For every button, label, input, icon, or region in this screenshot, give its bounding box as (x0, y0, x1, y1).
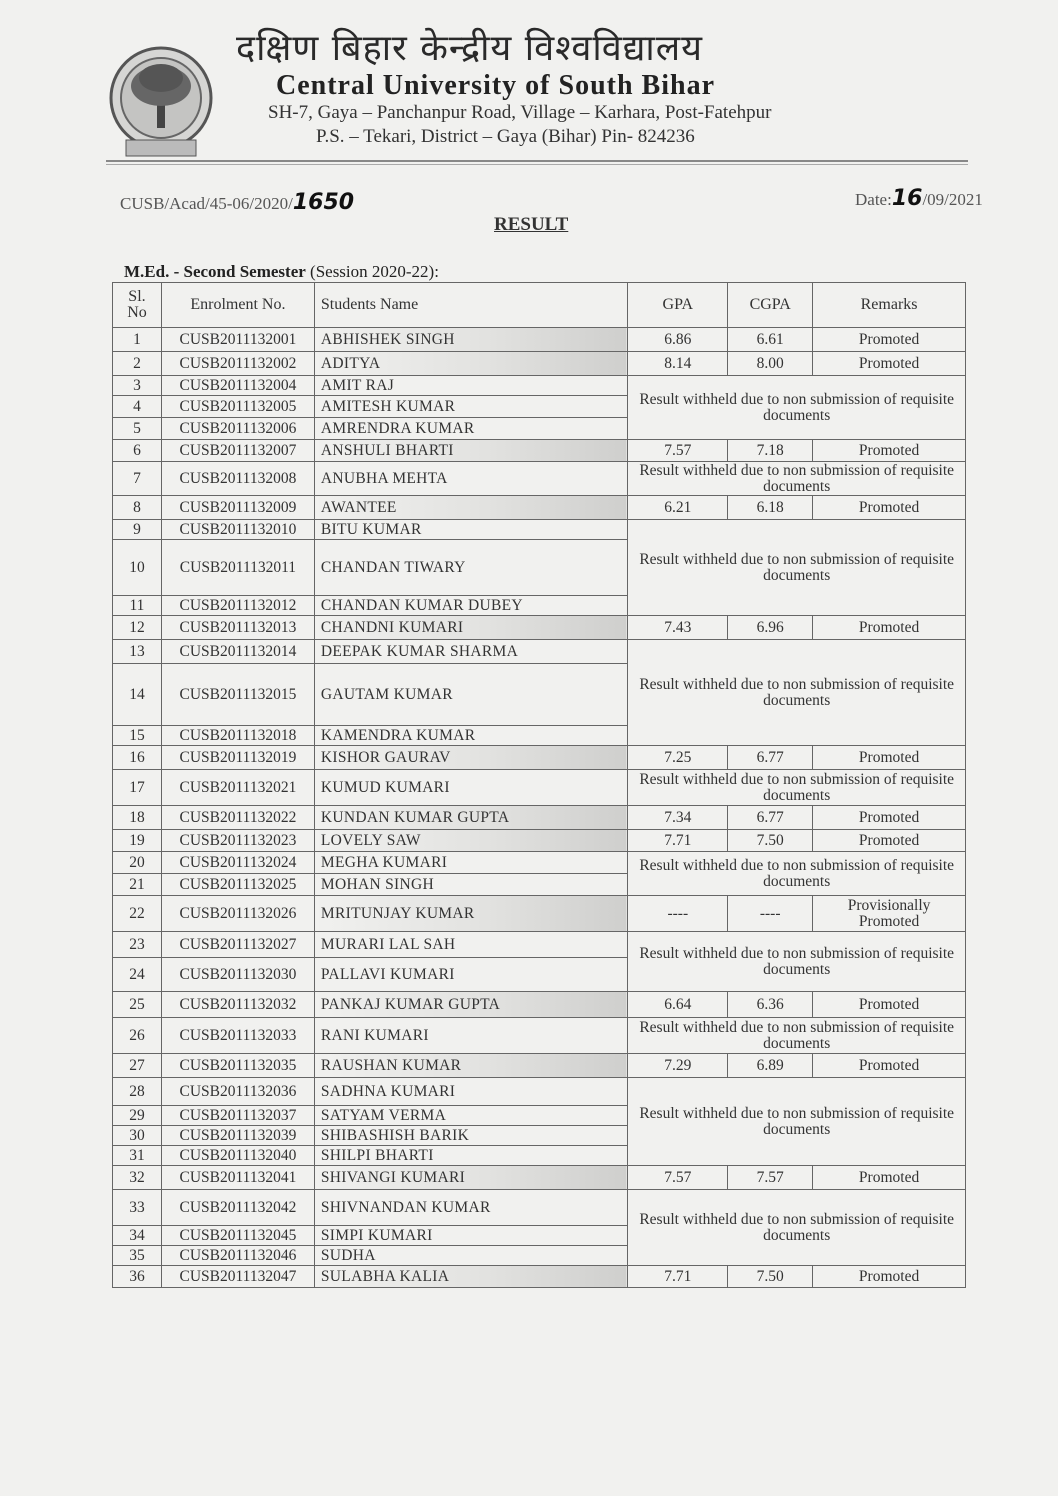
cell-enrolment: CUSB2011132042 (161, 1190, 314, 1226)
cell-sl: 1 (113, 328, 162, 352)
table-row (113, 496, 966, 520)
cell-student-name: SHIVNANDAN KUMAR (314, 1190, 627, 1226)
cell-cgpa: 7.57 (728, 1166, 813, 1190)
table-row (113, 462, 966, 496)
cell-enrolment: CUSB2011132033 (161, 1018, 314, 1054)
cell-sl: 36 (113, 1266, 162, 1288)
cell-remark: Provisionally Promoted (813, 896, 966, 932)
cell-student-name: AWANTEE (314, 496, 627, 520)
address-line-2: P.S. – Tekari, District – Gaya (Bihar) Pin- 824236 (316, 126, 695, 147)
cell-enrolment: CUSB2011132019 (161, 746, 314, 770)
cell-sl: 4 (113, 396, 162, 418)
cell-enrolment: CUSB2011132007 (161, 440, 314, 462)
cell-student-name: MEGHA KUMARI (314, 852, 627, 874)
cell-cgpa: 6.89 (728, 1054, 813, 1078)
cell-enrolment: CUSB2011132032 (161, 992, 314, 1018)
cell-student-name: MOHAN SINGH (314, 874, 627, 896)
cell-remark: Promoted (813, 830, 966, 852)
cell-enrolment: CUSB2011132012 (161, 596, 314, 616)
cell-student-name: RANI KUMARI (314, 1018, 627, 1054)
table-row (113, 1018, 966, 1054)
table-row (113, 520, 966, 540)
cell-enrolment: CUSB2011132046 (161, 1246, 314, 1266)
cell-withheld-remark: Result withheld due to non submission of requisite documents (628, 640, 966, 746)
cell-sl: 18 (113, 806, 162, 830)
table-row (113, 896, 966, 932)
table-row (113, 770, 966, 806)
column-header-enrolment: Enrolment No. (161, 283, 314, 328)
cell-sl: 34 (113, 1226, 162, 1246)
page-title: RESULT (494, 214, 569, 235)
cell-student-name: SADHNA KUMARI (314, 1078, 627, 1106)
cell-withheld-remark: Result withheld due to non submission of requisite documents (628, 932, 966, 992)
cell-enrolment: CUSB2011132035 (161, 1054, 314, 1078)
cell-withheld-remark: Result withheld due to non submission of requisite documents (628, 520, 966, 616)
cell-remark: Promoted (813, 806, 966, 830)
cell-enrolment: CUSB2011132021 (161, 770, 314, 806)
table-row (113, 1266, 966, 1288)
cell-sl: 27 (113, 1054, 162, 1078)
cell-sl: 23 (113, 932, 162, 958)
cell-gpa: 8.14 (628, 352, 728, 376)
table-row (113, 1166, 966, 1190)
cell-student-name: KUNDAN KUMAR GUPTA (314, 806, 627, 830)
cell-student-name: SHIBASHISH BARIK (314, 1126, 627, 1146)
cell-student-name: ANSHULI BHARTI (314, 440, 627, 462)
english-title: Central University of South Bihar (276, 70, 715, 101)
cell-enrolment: CUSB2011132026 (161, 896, 314, 932)
cell-enrolment: CUSB2011132022 (161, 806, 314, 830)
cell-cgpa: 7.50 (728, 1266, 813, 1288)
cell-enrolment: CUSB2011132001 (161, 328, 314, 352)
cell-student-name: KAMENDRA KUMAR (314, 726, 627, 746)
cell-sl: 17 (113, 770, 162, 806)
hindi-title: दक्षिण बिहार केन्द्रीय विश्वविद्यालय (236, 28, 704, 69)
column-header-cgpa: CGPA (728, 283, 813, 328)
header-rule (106, 160, 968, 162)
cell-cgpa: 6.77 (728, 746, 813, 770)
cell-enrolment: CUSB2011132023 (161, 830, 314, 852)
cell-sl: 6 (113, 440, 162, 462)
cell-student-name: MURARI LAL SAH (314, 932, 627, 958)
table-row (113, 806, 966, 830)
cell-cgpa: ---- (728, 896, 813, 932)
cell-sl: 19 (113, 830, 162, 852)
cell-remark: Promoted (813, 440, 966, 462)
cell-student-name: ADITYA (314, 352, 627, 376)
address-line-1: SH-7, Gaya – Panchanpur Road, Village – Karhara, Post-Fatehpur (268, 102, 772, 123)
cell-enrolment: CUSB2011132014 (161, 640, 314, 664)
cell-student-name: ABHISHEK SINGH (314, 328, 627, 352)
cell-gpa: 6.64 (628, 992, 728, 1018)
table-row (113, 992, 966, 1018)
cell-enrolment: CUSB2011132006 (161, 418, 314, 440)
cell-enrolment: CUSB2011132037 (161, 1106, 314, 1126)
cell-remark: Promoted (813, 616, 966, 640)
cell-enrolment: CUSB2011132002 (161, 352, 314, 376)
cell-sl: 16 (113, 746, 162, 770)
column-header-remarks: Remarks (813, 283, 966, 328)
cell-student-name: AMITESH KUMAR (314, 396, 627, 418)
cell-student-name: SIMPI KUMARI (314, 1226, 627, 1246)
cell-sl: 25 (113, 992, 162, 1018)
cell-enrolment: CUSB2011132047 (161, 1266, 314, 1288)
cell-student-name: ANUBHA MEHTA (314, 462, 627, 496)
cell-enrolment: CUSB2011132036 (161, 1078, 314, 1106)
table-row (113, 616, 966, 640)
cell-gpa: ---- (628, 896, 728, 932)
cell-student-name: CHANDNI KUMARI (314, 616, 627, 640)
cell-student-name: SULABHA KALIA (314, 1266, 627, 1288)
cell-sl: 14 (113, 664, 162, 726)
handwritten-day: 16 (891, 186, 923, 211)
cell-sl: 35 (113, 1246, 162, 1266)
cell-remark: Promoted (813, 1166, 966, 1190)
cell-gpa: 7.34 (628, 806, 728, 830)
table-row (113, 640, 966, 664)
cell-gpa: 7.57 (628, 440, 728, 462)
cell-remark: Promoted (813, 746, 966, 770)
cell-student-name: KUMUD KUMARI (314, 770, 627, 806)
cell-sl: 13 (113, 640, 162, 664)
cell-gpa: 7.43 (628, 616, 728, 640)
cell-sl: 7 (113, 462, 162, 496)
cell-student-name: SUDHA (314, 1246, 627, 1266)
cell-student-name: BITU KUMAR (314, 520, 627, 540)
cell-student-name: SATYAM VERMA (314, 1106, 627, 1126)
cell-withheld-remark: Result withheld due to non submission of requisite documents (628, 852, 966, 896)
cell-enrolment: CUSB2011132039 (161, 1126, 314, 1146)
table-row (113, 328, 966, 352)
handwritten-ref-number: 1650 (292, 190, 355, 215)
cell-remark: Promoted (813, 1266, 966, 1288)
cell-student-name: GAUTAM KUMAR (314, 664, 627, 726)
cell-withheld-remark: Result withheld due to non submission of requisite documents (628, 462, 966, 496)
cell-remark: Promoted (813, 328, 966, 352)
cell-enrolment: CUSB2011132008 (161, 462, 314, 496)
cell-student-name: SHIVANGI KUMARI (314, 1166, 627, 1190)
cell-gpa: 7.71 (628, 1266, 728, 1288)
university-logo (106, 42, 216, 164)
cell-enrolment: CUSB2011132018 (161, 726, 314, 746)
cell-student-name: DEEPAK KUMAR SHARMA (314, 640, 627, 664)
cell-student-name: PALLAVI KUMARI (314, 958, 627, 992)
cell-student-name: LOVELY SAW (314, 830, 627, 852)
cell-cgpa: 6.61 (728, 328, 813, 352)
cell-sl: 33 (113, 1190, 162, 1226)
cell-withheld-remark: Result withheld due to non submission of requisite documents (628, 1190, 966, 1266)
table-row (113, 1054, 966, 1078)
cell-enrolment: CUSB2011132041 (161, 1166, 314, 1190)
cell-enrolment: CUSB2011132011 (161, 540, 314, 596)
cell-enrolment: CUSB2011132010 (161, 520, 314, 540)
cell-sl: 30 (113, 1126, 162, 1146)
cell-sl: 29 (113, 1106, 162, 1126)
cell-gpa: 7.29 (628, 1054, 728, 1078)
cell-enrolment: CUSB2011132027 (161, 932, 314, 958)
cell-enrolment: CUSB2011132009 (161, 496, 314, 520)
cell-remark: Promoted (813, 496, 966, 520)
table-header-row (113, 283, 966, 328)
cell-cgpa: 6.36 (728, 992, 813, 1018)
cell-sl: 12 (113, 616, 162, 640)
table-row (113, 352, 966, 376)
cell-remark: Promoted (813, 992, 966, 1018)
cell-gpa: 7.57 (628, 1166, 728, 1190)
cell-student-name: AMRENDRA KUMAR (314, 418, 627, 440)
cell-sl: 26 (113, 1018, 162, 1054)
cell-cgpa: 6.77 (728, 806, 813, 830)
table-row (113, 932, 966, 958)
cell-sl: 15 (113, 726, 162, 746)
cell-sl: 24 (113, 958, 162, 992)
cell-gpa: 7.71 (628, 830, 728, 852)
cell-student-name: RAUSHAN KUMAR (314, 1054, 627, 1078)
cell-cgpa: 6.96 (728, 616, 813, 640)
cell-withheld-remark: Result withheld due to non submission of requisite documents (628, 1018, 966, 1054)
cell-student-name: MRITUNJAY KUMAR (314, 896, 627, 932)
cell-withheld-remark: Result withheld due to non submission of requisite documents (628, 1078, 966, 1166)
cell-sl: 11 (113, 596, 162, 616)
cell-student-name: CHANDAN TIWARY (314, 540, 627, 596)
cell-gpa: 7.25 (628, 746, 728, 770)
table-row (113, 830, 966, 852)
cell-sl: 31 (113, 1146, 162, 1166)
cell-cgpa: 8.00 (728, 352, 813, 376)
table-row (113, 440, 966, 462)
cell-remark: Promoted (813, 1054, 966, 1078)
cell-enrolment: CUSB2011132004 (161, 376, 314, 396)
cell-student-name: SHILPI BHARTI (314, 1146, 627, 1166)
table-caption: M.Ed. - Second Semester (Session 2020-22): (124, 262, 439, 281)
cell-cgpa: 6.18 (728, 496, 813, 520)
cell-sl: 8 (113, 496, 162, 520)
results-table (112, 282, 966, 1288)
cell-enrolment: CUSB2011132030 (161, 958, 314, 992)
cell-student-name: KISHOR GAURAV (314, 746, 627, 770)
cell-sl: 10 (113, 540, 162, 596)
header-rule-thin (106, 164, 968, 165)
cell-gpa: 6.21 (628, 496, 728, 520)
cell-sl: 28 (113, 1078, 162, 1106)
cell-enrolment: CUSB2011132005 (161, 396, 314, 418)
cell-student-name: PANKAJ KUMAR GUPTA (314, 992, 627, 1018)
cell-cgpa: 7.50 (728, 830, 813, 852)
cell-enrolment: CUSB2011132045 (161, 1226, 314, 1246)
cell-sl: 3 (113, 376, 162, 396)
table-row (113, 852, 966, 874)
cell-gpa: 6.86 (628, 328, 728, 352)
issue-date: Date:16/09/2021 (855, 186, 983, 211)
table-row (113, 376, 966, 396)
table-row (113, 1190, 966, 1226)
column-header-sl: Sl. No (113, 283, 162, 328)
cell-sl: 21 (113, 874, 162, 896)
cell-sl: 2 (113, 352, 162, 376)
cell-student-name: CHANDAN KUMAR DUBEY (314, 596, 627, 616)
cell-sl: 32 (113, 1166, 162, 1190)
cell-enrolment: CUSB2011132015 (161, 664, 314, 726)
table-row (113, 1078, 966, 1106)
column-header-gpa: GPA (628, 283, 728, 328)
cell-enrolment: CUSB2011132025 (161, 874, 314, 896)
cell-withheld-remark: Result withheld due to non submission of requisite documents (628, 376, 966, 440)
cell-enrolment: CUSB2011132024 (161, 852, 314, 874)
cell-sl: 5 (113, 418, 162, 440)
cell-withheld-remark: Result withheld due to non submission of requisite documents (628, 770, 966, 806)
cell-sl: 22 (113, 896, 162, 932)
table-row (113, 746, 966, 770)
cell-remark: Promoted (813, 352, 966, 376)
cell-enrolment: CUSB2011132013 (161, 616, 314, 640)
cell-student-name: AMIT RAJ (314, 376, 627, 396)
cell-enrolment: CUSB2011132040 (161, 1146, 314, 1166)
reference-number: CUSB/Acad/45-06/2020/1650 (120, 190, 355, 215)
cell-sl: 9 (113, 520, 162, 540)
cell-sl: 20 (113, 852, 162, 874)
cell-cgpa: 7.18 (728, 440, 813, 462)
column-header-name: Students Name (314, 283, 627, 328)
